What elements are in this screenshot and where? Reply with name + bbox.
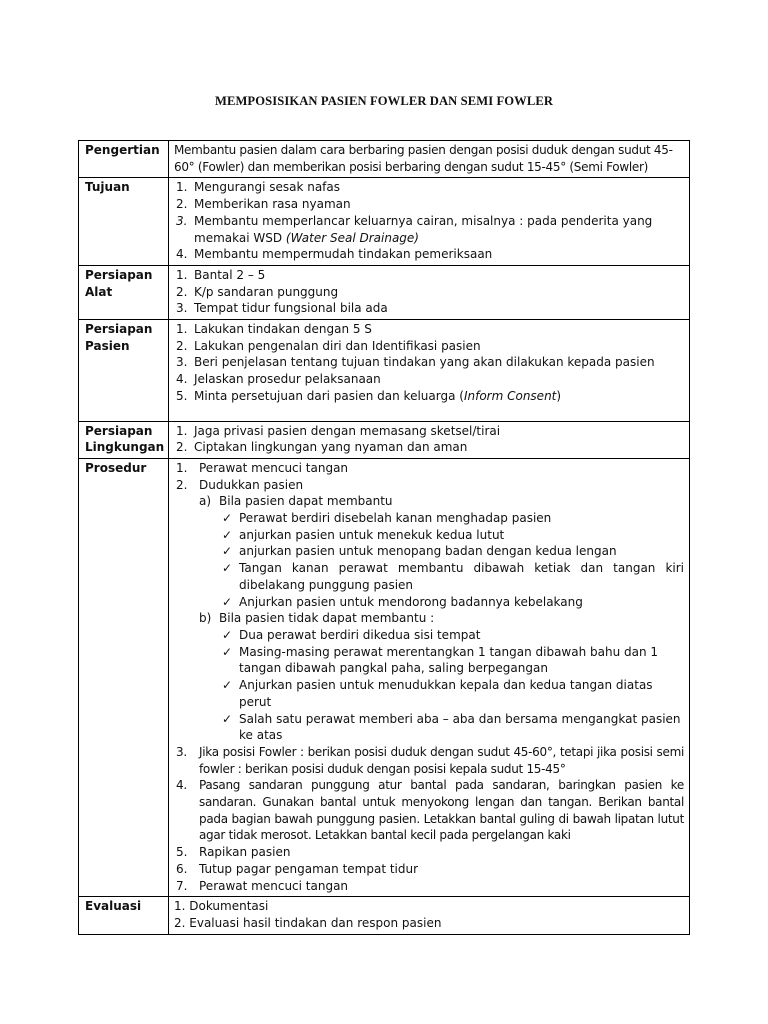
sub-item: a) Bila pasien dapat membantu [199,494,393,509]
list-item: 1. Lakukan tindakan dengan 5 S [176,322,372,337]
list-item: 1. Jaga privasi pasien dengan memasang sketsel/tirai [176,423,501,438]
check-icon: ✓ [222,527,233,542]
row-pengertian [79,141,690,178]
check-icon: ✓ [222,511,233,526]
check-icon: ✓ [222,678,233,693]
check-item: ✓ Tangan kanan perawat membantu dibawah ketiak dan tangan kiri dibelakang punggung pasien [222,561,684,592]
check-item: ✓ anjurkan pasien untuk menopang badan dengan kedua lengan [222,544,617,559]
check-icon: ✓ [222,561,233,576]
list-item: 4. Membantu mempermudah tindakan pemeriksaan [176,247,493,262]
sub-item: b) Bila pasien tidak dapat membantu : [199,611,435,626]
list-item: 2. K/p sandaran punggung [176,284,339,299]
label-persiapan-pasien: Persiapan Pasien [79,320,169,422]
check-icon: ✓ [222,544,233,559]
row-prosedur [79,458,690,896]
check-icon: ✓ [222,644,233,659]
label-tujuan: Tujuan [79,178,169,266]
list-item: 3. Beri penjelasan tentang tujuan tindakan yang akan dilakukan kepada pasien [176,355,655,370]
list-item: 5. Minta persetujuan dari pasien dan keluarga (Inform Consent) [176,388,562,403]
check-item: ✓ Anjurkan pasien untuk mendorong badannya kebelakang [222,594,583,609]
pengertian-text: Membantu pasien dalam cara berbaring pasien dengan posisi duduk dengan sudut 45-60° (Fowler) dan memberikan posisi berbaring dengan sudut 15-45° (Semi Fowler) [169,141,690,178]
row-persiapan-pasien [79,320,690,422]
row-persiapan-alat [79,265,690,319]
check-icon: ✓ [222,627,233,642]
list-item: 3. Tempat tidur fungsional bila ada [176,301,388,316]
list-item: 2. Memberikan rasa nyaman [176,197,351,212]
list-item: 2. Ciptakan lingkungan yang nyaman dan aman [176,440,468,455]
check-item: ✓ Anjurkan pasien untuk menudukkan kepala dan kedua tangan diatas perut [222,678,653,709]
list-item: 3. Jika posisi Fowler : berikan posisi duduk dengan sudut 45-60°, tetapi jika posisi semi fowler : berikan posisi duduk dengan posisi kepala sudut 15-45° [176,744,684,776]
evaluasi-list [169,897,690,934]
list-item: 5. Rapikan pasien [176,845,291,860]
row-evaluasi [79,897,690,934]
check-icon: ✓ [222,711,233,726]
list-item: 2. Evaluasi hasil tindakan dan respon pasien [174,915,442,930]
list-item: 7. Perawat mencuci tangan [176,878,349,893]
check-item: ✓ Dua perawat berdiri dikedua sisi tempat [222,627,481,642]
row-tujuan [79,178,690,266]
procedure-table [78,140,690,935]
label-prosedur: Prosedur [79,458,169,896]
list-item: 4. Pasang sandaran punggung atur bantal pada sandaran, baringkan pasien ke sandaran. Gunakan bantal untuk menyokong lengan dan tangan. Berikan bantal pada bagian bawah punggung pasien. Letakkan bantal guling di bawah lipatan lutut agar tidak merosot. Letakkan bantal kecil pada pergelangan kaki [176,778,684,843]
check-item: ✓ Masing-masing perawat merentangkan 1 tangan dibawah bahu dan 1 tangan dibawah pangkal paha, saling berpegangan [222,644,659,676]
check-item: ✓ Salah satu perawat memberi aba – aba dan bersama mengangkat pasien ke atas [222,711,681,743]
check-item: ✓ Perawat berdiri disebelah kanan menghadap pasien [222,511,552,526]
prosedur-list [169,458,690,896]
list-item: 2. Dudukkan pasien [176,477,304,492]
list-item: 6. Tutup pagar pengaman tempat tidur [176,861,419,876]
list-item: 1. Perawat mencuci tangan [176,460,349,475]
label-evaluasi: Evaluasi [79,897,169,934]
check-item: ✓ anjurkan pasien untuk menekuk kedua lutut [222,527,505,542]
list-item: 1. Mengurangi sesak nafas [176,180,341,195]
tujuan-list [169,178,690,266]
list-item: 2. Lakukan pengenalan diri dan Identifikasi pasien [176,338,481,353]
check-icon: ✓ [222,594,233,609]
lingkungan-list [169,421,690,458]
list-item: 3. Membantu memperlancar keluarnya cairan, misalnya : pada penderita yang memakai WSD (Water Seal Drainage) [176,213,653,245]
list-item: 1. Dokumentasi [174,899,269,914]
list-item: 1. Bantal 2 – 5 [176,267,266,282]
alat-list [169,265,690,319]
document-title: MEMPOSISIKAN PASIEN FOWLER DAN SEMI FOWLER [214,94,554,108]
pasien-list [169,320,690,422]
label-persiapan-lingkungan: Persiapan Lingkungan [79,421,169,458]
row-persiapan-lingkungan [79,421,690,458]
label-pengertian: Pengertian [79,141,169,178]
list-item: 4. Jelaskan prosedur pelaksanaan [176,372,381,387]
label-persiapan-alat: Persiapan Alat [79,265,169,319]
